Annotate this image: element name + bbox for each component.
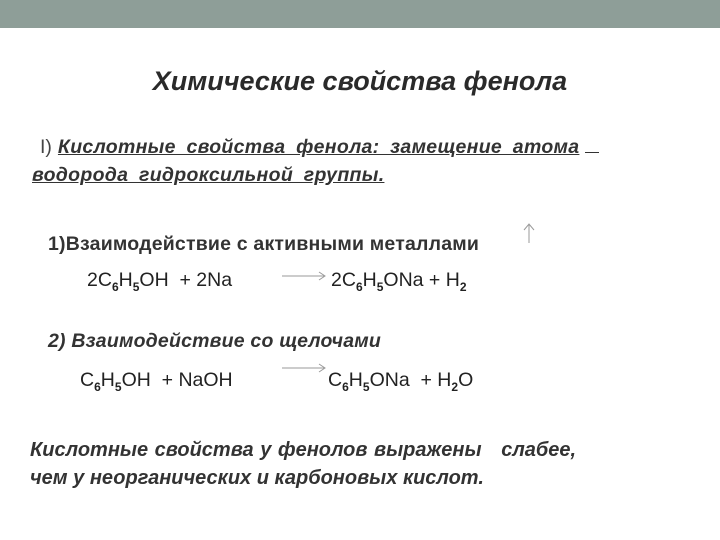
reaction-1-reactants-text: 2C	[87, 269, 112, 291]
section-acid-properties	[32, 133, 720, 189]
reaction-1-label: 1)Взаимодействие с активными металлами	[48, 233, 480, 255]
reaction-2-products	[328, 369, 473, 394]
section-line-1	[32, 133, 720, 161]
reaction-2-reactants-text: H	[100, 369, 115, 391]
reaction-2-products-text: ONa + H	[369, 369, 452, 391]
reaction-1-reactants-text: H	[118, 269, 133, 291]
reaction-1-products-text: H	[362, 269, 377, 291]
subscript: 6	[342, 379, 349, 394]
small-up-arrow-icon	[522, 222, 536, 244]
reaction-2-products-text: H	[348, 369, 363, 391]
section-text-line-1: Кислотные свойства фенола: замещение атома	[57, 136, 580, 158]
reaction-1-products-text: ONa + H	[383, 269, 460, 291]
reaction-2-reactants-text: OH + NaOH	[121, 369, 233, 391]
subscript: 5	[362, 379, 370, 394]
section-line-2	[32, 161, 720, 189]
reaction-1-products	[331, 269, 467, 294]
subscript: 6	[355, 279, 363, 294]
top-bar	[0, 0, 720, 28]
subscript: 2	[451, 379, 459, 394]
subscript: 2	[459, 279, 467, 294]
reaction-2-products-text: C	[328, 369, 343, 391]
reaction-arrow-icon	[281, 270, 327, 282]
reaction-1-reactants-text: OH + 2Na	[139, 269, 233, 291]
section-text-line-2: водорода гидроксильной группы.	[32, 164, 385, 186]
underline-tail	[585, 136, 599, 153]
reaction-2-reactants	[80, 369, 233, 394]
conclusion-line-2: чем у неорганических и карбоновых кислот.	[30, 467, 484, 489]
reaction-2-label: 2) Взаимодействие со щелочами	[48, 330, 381, 352]
subscript: 5	[132, 279, 140, 294]
reaction-arrow-icon	[281, 362, 327, 374]
section-numeral: I)	[40, 136, 52, 158]
subscript: 6	[111, 279, 119, 294]
slide-title: Химические свойства фенола	[152, 66, 568, 96]
conclusion	[30, 436, 710, 492]
reaction-2-reactants-text: C	[80, 369, 95, 391]
reaction-2-products-text: O	[458, 369, 474, 391]
subscript: 6	[94, 379, 101, 394]
conclusion-line-1: Кислотные свойства у фенолов выражены слабее,	[30, 439, 577, 461]
reaction-1-products-text: 2C	[331, 269, 356, 291]
reaction-1-reactants	[87, 269, 232, 294]
subscript: 5	[376, 279, 384, 294]
subscript: 5	[114, 379, 122, 394]
